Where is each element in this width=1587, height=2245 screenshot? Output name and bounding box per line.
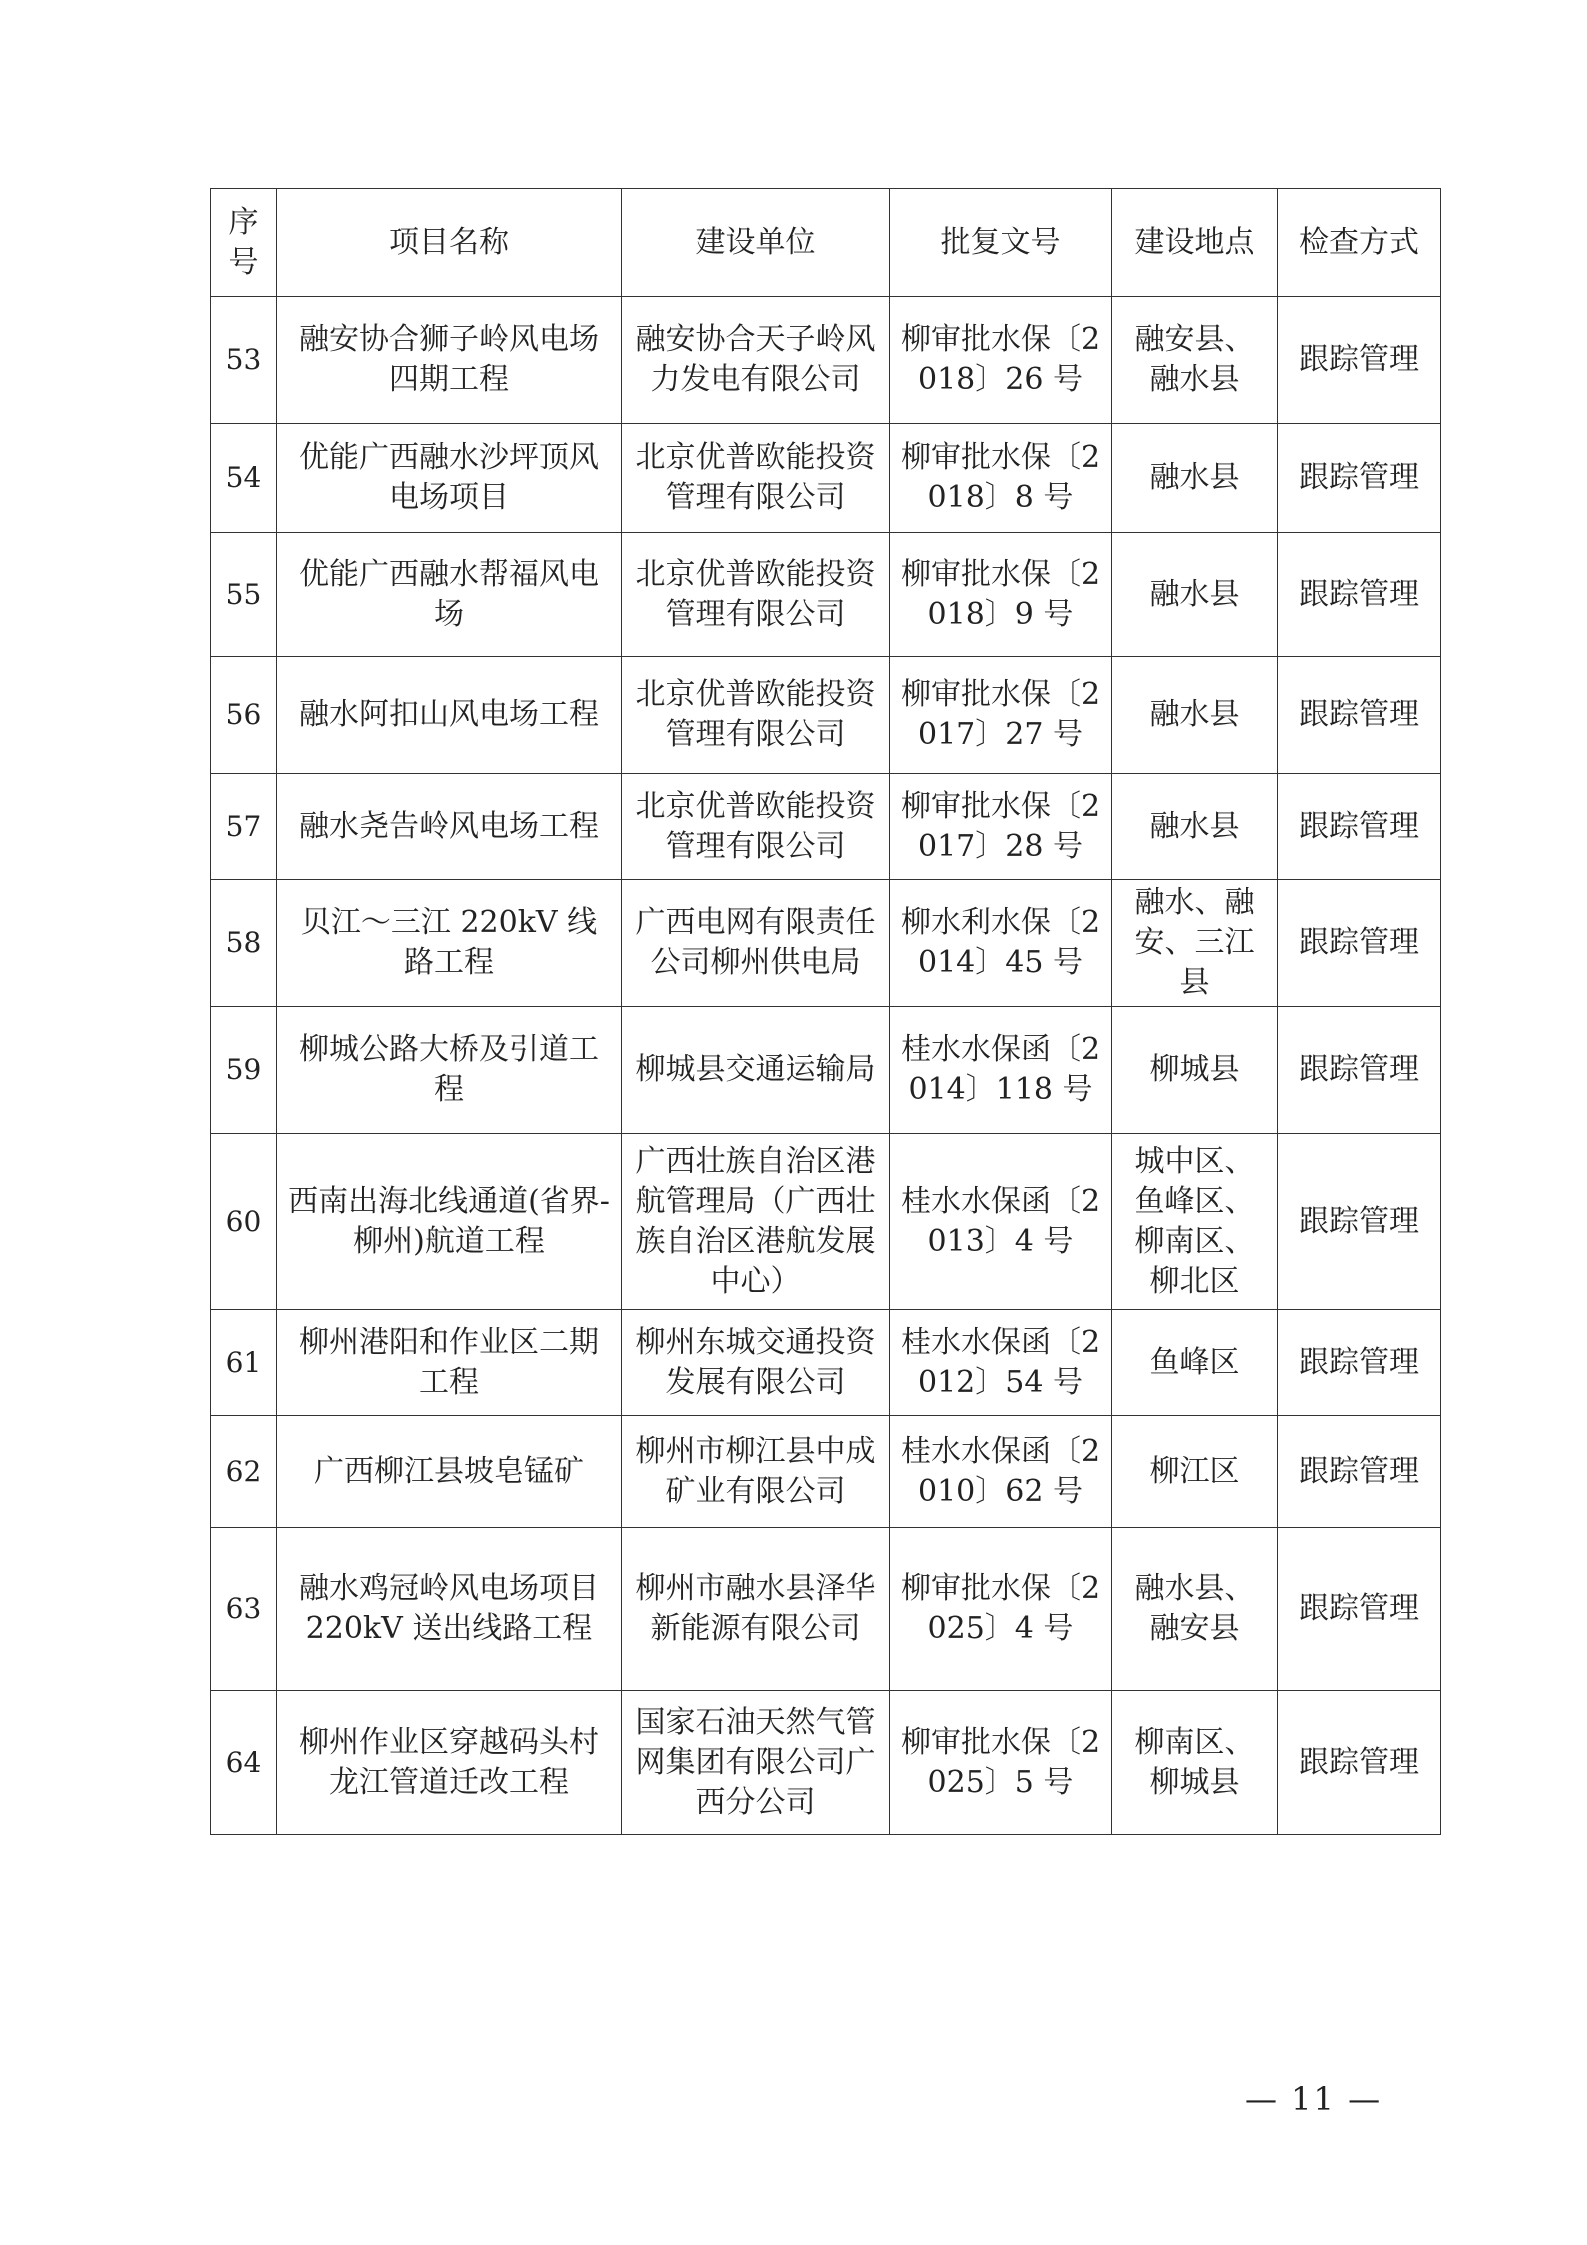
cell-project-name: 融水鸡冠岭风电场项目 220kV 送出线路工程 — [277, 1528, 622, 1691]
cell-location: 柳南区、柳城县 — [1112, 1691, 1278, 1835]
table-row — [211, 297, 1441, 424]
cell-seq: 56 — [211, 657, 277, 774]
cell-location: 融水县 — [1112, 774, 1278, 880]
header-approval-doc: 批复文号 — [890, 189, 1112, 297]
header-inspection-method: 检查方式 — [1278, 189, 1441, 297]
header-location: 建设地点 — [1112, 189, 1278, 297]
cell-inspection-method: 跟踪管理 — [1278, 1691, 1441, 1835]
header-project-name: 项目名称 — [277, 189, 622, 297]
table-row — [211, 1007, 1441, 1134]
cell-approval-doc: 桂水水保函〔2013〕4 号 — [890, 1134, 1112, 1310]
cell-approval-doc: 柳审批水保〔2025〕5 号 — [890, 1691, 1112, 1835]
table-row — [211, 880, 1441, 1007]
cell-location: 城中区、鱼峰区、柳南区、柳北区 — [1112, 1134, 1278, 1310]
table-row — [211, 1691, 1441, 1835]
cell-approval-doc: 柳审批水保〔2018〕9 号 — [890, 533, 1112, 657]
cell-approval-doc: 桂水水保函〔2012〕54 号 — [890, 1310, 1112, 1416]
cell-inspection-method: 跟踪管理 — [1278, 424, 1441, 533]
cell-project-name: 优能广西融水沙坪顶风电场项目 — [277, 424, 622, 533]
cell-inspection-method: 跟踪管理 — [1278, 657, 1441, 774]
table-row — [211, 1134, 1441, 1310]
cell-location: 鱼峰区 — [1112, 1310, 1278, 1416]
cell-approval-doc: 柳审批水保〔2017〕28 号 — [890, 774, 1112, 880]
cell-construction-unit: 柳州市柳江县中成矿业有限公司 — [622, 1416, 890, 1528]
table-header-row — [211, 189, 1441, 297]
cell-inspection-method: 跟踪管理 — [1278, 297, 1441, 424]
cell-construction-unit: 国家石油天然气管网集团有限公司广西分公司 — [622, 1691, 890, 1835]
table-row — [211, 533, 1441, 657]
cell-seq: 60 — [211, 1134, 277, 1310]
cell-inspection-method: 跟踪管理 — [1278, 1007, 1441, 1134]
cell-construction-unit: 广西壮族自治区港航管理局（广西壮族自治区港航发展中心） — [622, 1134, 890, 1310]
cell-construction-unit: 北京优普欧能投资管理有限公司 — [622, 424, 890, 533]
cell-seq: 61 — [211, 1310, 277, 1416]
table-row — [211, 1310, 1441, 1416]
cell-location: 融水县 — [1112, 657, 1278, 774]
table-row — [211, 774, 1441, 880]
table-row — [211, 1416, 1441, 1528]
cell-construction-unit: 柳城县交通运输局 — [622, 1007, 890, 1134]
cell-inspection-method: 跟踪管理 — [1278, 1134, 1441, 1310]
cell-seq: 54 — [211, 424, 277, 533]
header-construction-unit: 建设单位 — [622, 189, 890, 297]
cell-seq: 63 — [211, 1528, 277, 1691]
cell-seq: 64 — [211, 1691, 277, 1835]
cell-inspection-method: 跟踪管理 — [1278, 533, 1441, 657]
cell-location: 融安县、融水县 — [1112, 297, 1278, 424]
header-seq: 序 号 — [211, 189, 277, 297]
cell-approval-doc: 桂水水保函〔2014〕118 号 — [890, 1007, 1112, 1134]
cell-approval-doc: 柳审批水保〔2018〕26 号 — [890, 297, 1112, 424]
cell-project-name: 优能广西融水帮福风电场 — [277, 533, 622, 657]
project-table — [210, 188, 1441, 1835]
cell-seq: 57 — [211, 774, 277, 880]
cell-seq: 59 — [211, 1007, 277, 1134]
cell-project-name: 西南出海北线通道(省界-柳州)航道工程 — [277, 1134, 622, 1310]
cell-construction-unit: 融安协合天子岭风力发电有限公司 — [622, 297, 890, 424]
cell-project-name: 贝江～三江 220kV 线路工程 — [277, 880, 622, 1007]
cell-seq: 58 — [211, 880, 277, 1007]
cell-location: 融水县 — [1112, 424, 1278, 533]
cell-construction-unit: 广西电网有限责任公司柳州供电局 — [622, 880, 890, 1007]
page-number: — 11 — — [1245, 2080, 1383, 2118]
cell-approval-doc: 柳水利水保〔2014〕45 号 — [890, 880, 1112, 1007]
cell-project-name: 融水尧告岭风电场工程 — [277, 774, 622, 880]
cell-project-name: 柳城公路大桥及引道工程 — [277, 1007, 622, 1134]
cell-project-name: 柳州作业区穿越码头村龙江管道迁改工程 — [277, 1691, 622, 1835]
cell-location: 柳城县 — [1112, 1007, 1278, 1134]
table-row — [211, 424, 1441, 533]
cell-approval-doc: 桂水水保函〔2010〕62 号 — [890, 1416, 1112, 1528]
cell-seq: 53 — [211, 297, 277, 424]
table-row — [211, 657, 1441, 774]
cell-approval-doc: 柳审批水保〔2025〕4 号 — [890, 1528, 1112, 1691]
cell-construction-unit: 柳州市融水县泽华新能源有限公司 — [622, 1528, 890, 1691]
cell-construction-unit: 北京优普欧能投资管理有限公司 — [622, 774, 890, 880]
cell-construction-unit: 北京优普欧能投资管理有限公司 — [622, 657, 890, 774]
cell-location: 融水县、融安县 — [1112, 1528, 1278, 1691]
cell-location: 融水县 — [1112, 533, 1278, 657]
cell-construction-unit: 柳州东城交通投资发展有限公司 — [622, 1310, 890, 1416]
cell-inspection-method: 跟踪管理 — [1278, 1416, 1441, 1528]
cell-inspection-method: 跟踪管理 — [1278, 774, 1441, 880]
cell-seq: 62 — [211, 1416, 277, 1528]
cell-inspection-method: 跟踪管理 — [1278, 1310, 1441, 1416]
cell-project-name: 融安协合狮子岭风电场四期工程 — [277, 297, 622, 424]
cell-project-name: 广西柳江县坡皂锰矿 — [277, 1416, 622, 1528]
table-row — [211, 1528, 1441, 1691]
cell-inspection-method: 跟踪管理 — [1278, 1528, 1441, 1691]
cell-location: 柳江区 — [1112, 1416, 1278, 1528]
cell-location: 融水、融安、三江县 — [1112, 880, 1278, 1007]
cell-project-name: 柳州港阳和作业区二期工程 — [277, 1310, 622, 1416]
cell-seq: 55 — [211, 533, 277, 657]
cell-inspection-method: 跟踪管理 — [1278, 880, 1441, 1007]
cell-approval-doc: 柳审批水保〔2017〕27 号 — [890, 657, 1112, 774]
cell-project-name: 融水阿扣山风电场工程 — [277, 657, 622, 774]
cell-approval-doc: 柳审批水保〔2018〕8 号 — [890, 424, 1112, 533]
cell-construction-unit: 北京优普欧能投资管理有限公司 — [622, 533, 890, 657]
